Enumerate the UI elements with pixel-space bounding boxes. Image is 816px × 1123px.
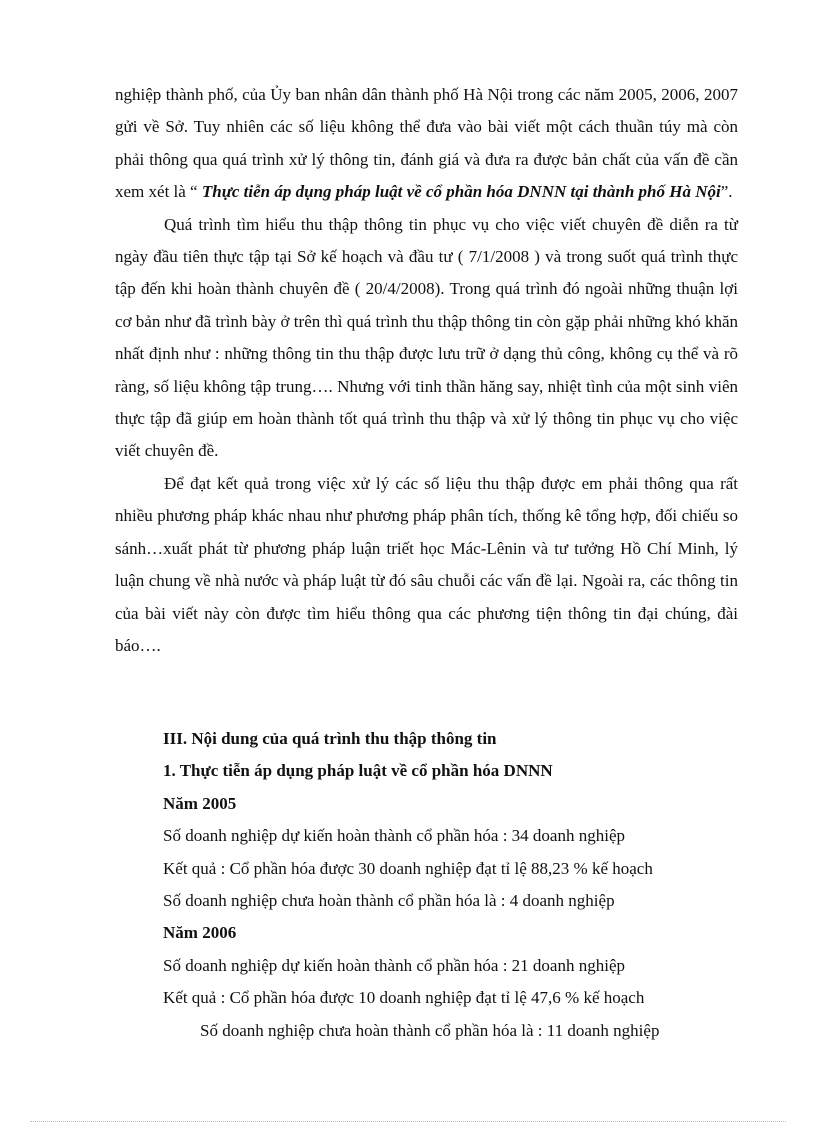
paragraph-2: Quá trình tìm hiểu thu thập thông tin phục vụ cho việc viết chuyên đề diễn ra từ ngày đầu tiên thực tập tại Sở kế hoạch và đầu tư ( 7/1/2008 ) và trong suốt quá trình thực tập đến khi hoàn thành chuyên đề ( 20/4/2008). Trong quá trình đó ngoài những thuận lợi cơ bản như đã trình bày ở trên thì quá trình thu thập thông tin còn gặp phải những khó khăn nhất định như : những thông tin thu thập được lưu trữ ở dạng thủ công, không cụ thể và rõ ràng, số liệu không tập trung…. Nhưng với tinh thần hăng say, nhiệt tình của một sinh viên thực tập đã giúp em hoàn thành tốt quá trình thu thập và xử lý thông tin phục vụ cho việc viết chuyên đề. <box>115 214 738 461</box>
paragraph-3: Để đạt kết quả trong việc xử lý các số liệu thu thập được em phải thông qua rất nhiều phương pháp khác nhau như phương pháp phân tích, thống kê tổng hợp, đối chiếu so sánh…xuất phát từ phương pháp luận triết học Mác-Lênin và tư tưởng Hồ Chí Minh, lý luận chung về nhà nước và pháp luật từ đó sâu chuỗi các vấn đề lại. Ngoài ra, các thông tin của bài viết này còn được tìm hiểu thông qua các phương tiện thông tin đại chúng, đài báo…. <box>115 473 738 655</box>
paragraph-1-text: nghiệp thành phố, của Ủy ban nhân dân thành phố Hà Nội trong các năm 2005, 2006, 2007 gửi về Sở. Tuy nhiên các số liệu không thể đưa vào bài viết một cách thuần túy mà còn phải thông qua quá trình xử lý thông tin, đánh giá và đưa ra được bản chất của vấn đề cần xem xét là “ <box>115 85 738 202</box>
section-heading: III. Nội dung của quá trình thu thập thông tin <box>163 729 497 748</box>
result-line-2006: Kết quả : Cổ phần hóa được 10 doanh nghiệp đạt tỉ lệ 47,6 % kế hoạch <box>163 988 645 1008</box>
unfinished-line-2005: Số doanh nghiệp chưa hoàn thành cổ phần hóa là : 4 doanh nghiệp <box>163 891 615 911</box>
body-text <box>115 79 738 662</box>
paragraph-1-closing: ”. <box>720 182 733 202</box>
unfinished-line-2006: Số doanh nghiệp chưa hoàn thành cổ phần hóa là : 11 doanh nghiệp <box>200 1020 660 1040</box>
planned-line-2005: Số doanh nghiệp dự kiến hoàn thành cổ phần hóa : 34 doanh nghiệp <box>163 826 625 846</box>
page-bottom-divider <box>30 1121 786 1122</box>
year-label-2005: Năm 2005 <box>163 793 237 813</box>
paragraph-1 <box>115 79 738 209</box>
year-label-2006: Năm 2006 <box>163 923 237 943</box>
topic-title-emphasis: Thực tiễn áp dụng pháp luật về cổ phần hóa DNNN tại thành phố Hà Nội <box>201 182 721 202</box>
result-line-2005: Kết quả : Cổ phần hóa được 30 doanh nghiệp đạt tỉ lệ 88,23 % kế hoạch <box>163 858 653 878</box>
planned-line-2006: Số doanh nghiệp dự kiến hoàn thành cổ phần hóa : 21 doanh nghiệp <box>163 955 625 975</box>
section-subheading: 1. Thực tiễn áp dụng pháp luật về cổ phần hóa DNNN <box>163 761 553 781</box>
results-section <box>163 723 763 1047</box>
